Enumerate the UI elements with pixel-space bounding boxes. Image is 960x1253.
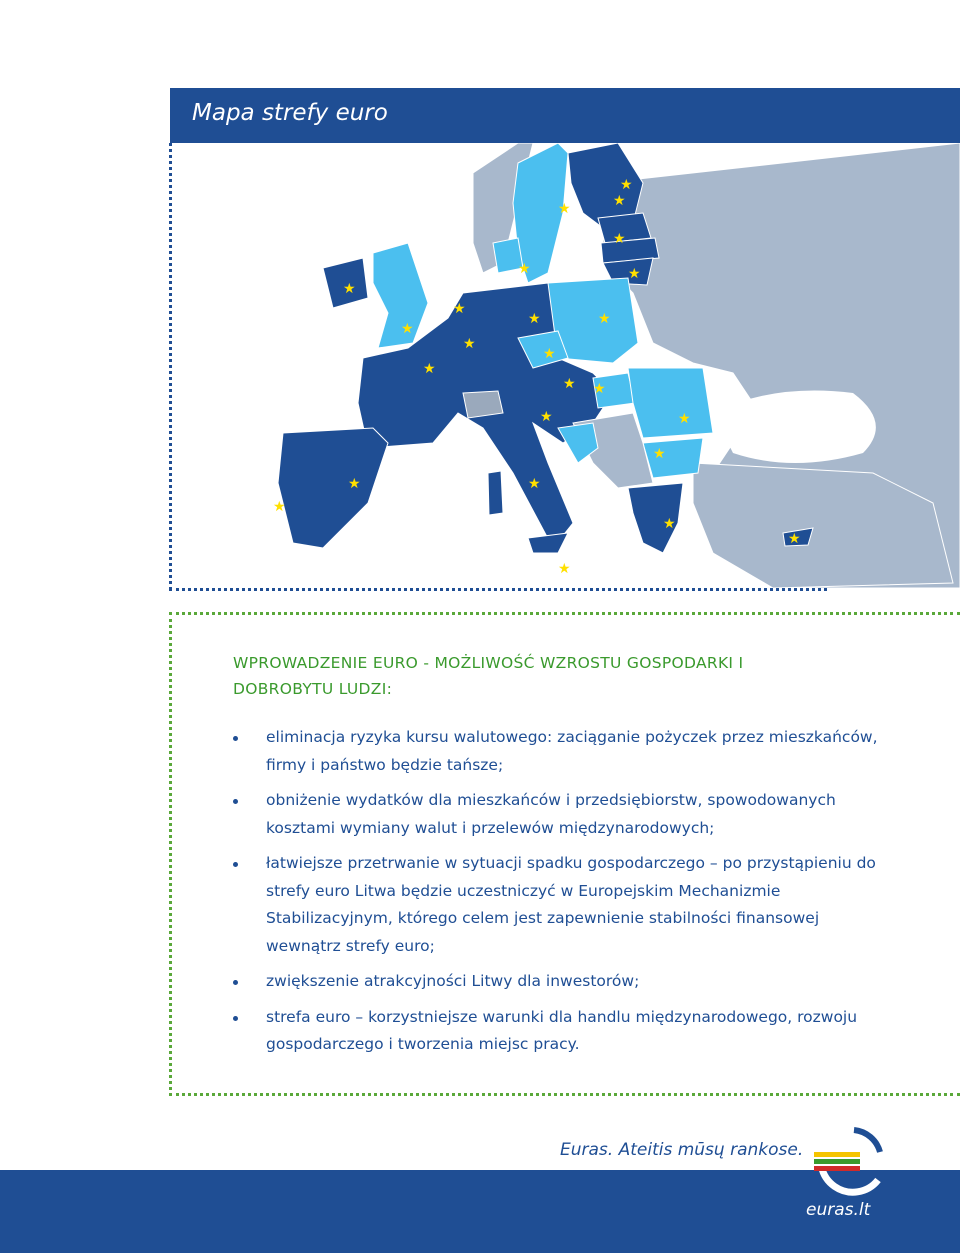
star: ★ — [273, 499, 286, 515]
title-bar — [170, 88, 960, 143]
star: ★ — [613, 193, 626, 209]
star: ★ — [528, 476, 541, 492]
page-title: Mapa strefy euro — [192, 100, 388, 126]
bullet-text: eliminacja ryzyka kursu walutowego: zaciąganie pożyczek przez mieszkańców, firmy i państwo będzie tańsze; — [266, 728, 878, 774]
map-black-sea — [713, 391, 876, 464]
map-switzerland — [463, 391, 503, 418]
star: ★ — [518, 261, 531, 277]
star: ★ — [788, 531, 801, 547]
bullet-icon — [233, 736, 238, 741]
star: ★ — [423, 361, 436, 377]
slogan: Euras. Ateitis mūsų rankose. — [560, 1140, 804, 1160]
star: ★ — [558, 201, 571, 217]
star: ★ — [401, 321, 414, 337]
list-item — [232, 724, 892, 779]
bullet-list — [232, 724, 892, 1067]
bullet-text: łatwiejsze przetrwanie w sytuacji spadku gospodarczego – po przystąpieniu do strefy euro Litwa będzie uczestniczyć w Europejskim Mechanizmie Stabilizacyjnym, którego celem jest zapewnienie stabilności finansowej wewnątrz strefy euro; — [266, 854, 876, 955]
list-item — [232, 968, 892, 996]
dotted-divider-vertical — [169, 143, 172, 590]
star: ★ — [620, 177, 633, 193]
map-sardinia — [488, 471, 503, 515]
bullet-icon — [233, 1016, 238, 1021]
map-bulgaria — [643, 438, 703, 478]
star: ★ — [663, 516, 676, 532]
bullet-icon — [233, 980, 238, 985]
list-item — [232, 1004, 892, 1059]
star: ★ — [613, 231, 626, 247]
list-item — [232, 850, 892, 960]
star: ★ — [598, 311, 611, 327]
bullet-icon — [233, 799, 238, 804]
star: ★ — [528, 311, 541, 327]
list-item — [232, 787, 892, 842]
dotted-divider-horizontal — [169, 588, 827, 591]
star: ★ — [348, 476, 361, 492]
website-link[interactable]: euras.lt — [806, 1200, 871, 1220]
star: ★ — [540, 409, 553, 425]
bullet-text: strefa euro – korzystniejsze warunki dla handlu międzynarodowego, rozwoju gospodarczego i tworzenia miejsc pracy. — [266, 1007, 858, 1053]
star: ★ — [343, 281, 356, 297]
star: ★ — [563, 376, 576, 392]
star: ★ — [463, 336, 476, 352]
star: ★ — [593, 381, 606, 397]
map-iberia — [278, 428, 388, 548]
map-sicily — [528, 533, 568, 553]
bullet-icon — [233, 862, 238, 867]
star: ★ — [558, 561, 571, 577]
section-heading: WPROWADZENIE EURO - MOŻLIWOŚĆ WZROSTU GOSPODARKI I DOBROBYTU LUDZI: — [233, 654, 744, 698]
eurozone-map — [173, 143, 960, 588]
star: ★ — [628, 266, 641, 282]
map-romania — [628, 368, 713, 438]
bullet-text: obniżenie wydatków dla mieszkańców i przedsiębiorstw, spowodowanych kosztami wymiany walut i przelewów międzynarodowych; — [266, 791, 836, 837]
euro-sign-logo-icon — [806, 1122, 890, 1202]
star: ★ — [653, 446, 666, 462]
star: ★ — [543, 346, 556, 362]
star: ★ — [678, 411, 691, 427]
bullet-text: zwiększenie atrakcyjności Litwy dla inwestorów; — [266, 972, 640, 990]
star: ★ — [453, 301, 466, 317]
